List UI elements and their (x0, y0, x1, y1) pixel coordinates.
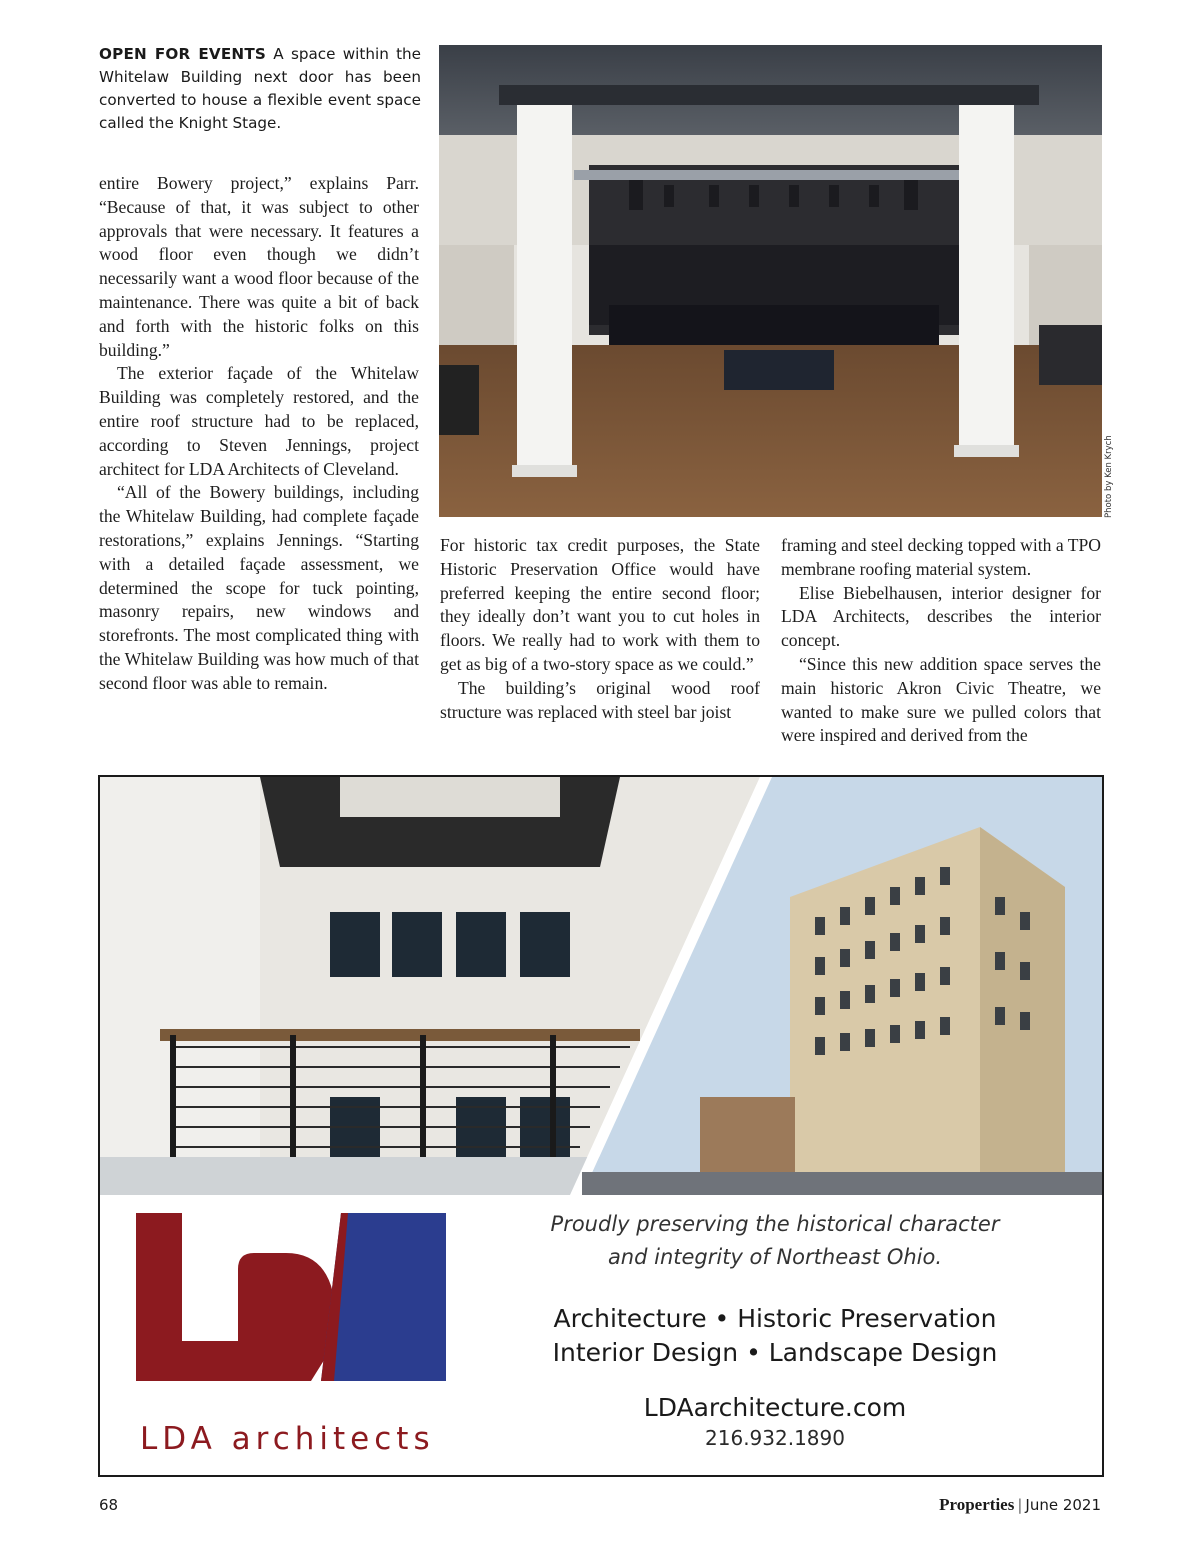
services-line-2: Interior Design • Landscape Design (552, 1338, 998, 1367)
paragraph: The building’s original wood roof structure was replaced with steel bar joist (440, 677, 760, 722)
event-space-photo (439, 45, 1102, 517)
ad-photo-illustration (100, 777, 1102, 1195)
event-space-illustration (439, 45, 1102, 517)
paragraph: “Since this new addition space serves the main historic Akron Civic Theatre, we wanted to make sure we pulled colors that were inspired and derived from the (781, 653, 1101, 746)
ad-tagline (520, 1208, 1030, 1274)
paragraph: The exterior façade of the Whitelaw Building was completely restored, and the entire roof structure had to be replaced, according to Steven Jennings, project architect for LDA Architects of Cleveland. (99, 363, 419, 479)
tagline-line-1: Proudly preserving the historical character (550, 1212, 1000, 1236)
lda-logo (136, 1213, 456, 1453)
paragraph: Elise Biebelhausen, interior designer for LDA Architects, describes the interior concept. (781, 582, 1101, 651)
photo-caption (99, 43, 421, 135)
ad-photo-collage (100, 777, 1102, 1195)
caption-text: A space within the Whitelaw Building next door has been converted to house a flexible event space called the Knight Stage. (99, 45, 421, 132)
issue-date: June 2021 (1025, 1496, 1101, 1514)
paragraph: framing and steel decking topped with a TPO membrane roofing material system. (781, 535, 1101, 579)
article-column-2 (440, 534, 760, 724)
article-column-3 (781, 534, 1101, 748)
paragraph: For historic tax credit purposes, the State Historic Preservation Office would have preferred keeping the entire second floor; they ideally don’t want you to cut holes in floors. We really had to work with them to get as big of a two-story space as we could.” (440, 535, 760, 674)
services-line-1: Architecture • Historic Preservation (553, 1304, 997, 1333)
ad-website-link[interactable]: LDAarchitecture.com (643, 1393, 907, 1422)
photo-credit: Photo by Ken Krych (1104, 435, 1114, 518)
lda-advertisement (98, 775, 1104, 1477)
paragraph: entire Bowery project,” explains Parr. “Because of that, it was subject to other approvals that were necessary. It features a wood floor even though we didn’t necessarily want a wood floor because of the maintenance. There was quite a bit of back and forth with the historic folks on this building.” (99, 173, 419, 360)
tagline-line-2: and integrity of Northeast Ohio. (607, 1245, 943, 1269)
ad-phone-number: 216.932.1890 (705, 1426, 845, 1450)
magazine-name: Properties (939, 1495, 1015, 1514)
footer-magazine (939, 1495, 1101, 1515)
article-column-1 (99, 172, 419, 696)
paragraph: “All of the Bowery buildings, including the Whitelaw Building, had complete façade restorations,” explains Jennings. “Starting with a detailed façade assessment, we determined the scope for tuck pointing, masonry repairs, new windows and storefronts. The most complicated thing with the Whitelaw Building was how much of that second floor was able to remain. (99, 482, 419, 693)
page-number: 68 (99, 1496, 119, 1514)
caption-label: OPEN FOR EVENTS (99, 45, 267, 63)
footer-separator: | (1017, 1496, 1023, 1514)
lda-wordmark: LDA architects (140, 1421, 435, 1457)
ad-services (520, 1302, 1030, 1370)
